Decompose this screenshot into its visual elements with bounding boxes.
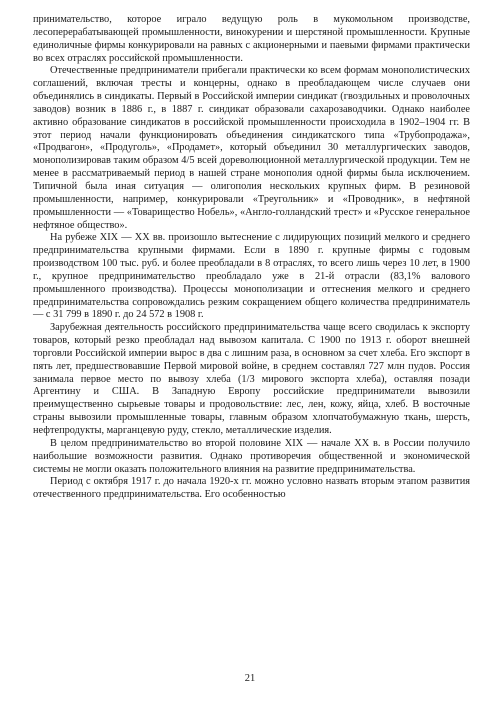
paragraph-2: Отечественные предприниматели прибегали практически ко всем формам монополистических соглашений, включая тресты и концерны, однако в преобладающем числе случаев они объединялись в синдикаты. Первый в Российской империи синдикат (гвоздильных и проволочных заводов) возник в 1886 г., в 1887 г. синдикат образовали сахарозаводчики. Однако наиболее активно образование синдикатов в российской промышленности происходила в 1902–1904 гг. В этот период начали функционировать объединения синдикатского типа «Трубопродажа», «Продвагон», «Продуголь», «Продамет», который объединил 30 металлургических заводов, монополизировав таким образом 4/5 всей дореволюционной металлургической продукции. Тем не менее в рассматриваемый период в нашей стране монополия одной фирмы была исключением. Типичной была иная ситуация — олигополия нескольких крупных фирм. В резиновой промышленности, например, конкурировали «Треугольник» и «Проводник», в нефтяной промышленности — «Товарищество Нобель», «Англо-голландский трест» и «Русское генеральное нефтяное общество». bbox=[33, 65, 470, 231]
paragraph-1: принимательство, которое играло ведущую роль в мукомольном производстве, лесоперерабатывающей промышленности, винокурении и шерстяной промышленности. Крупные единоличные фирмы конкурировали на равных с акционерными и паевыми фирмами практически во всех отраслях российской промышленности. bbox=[33, 14, 470, 64]
paragraph-3: На рубеже XIX — XX вв. произошло вытеснение с лидирующих позиций мелкого и среднего предпринимательства крупными фирмами. Если в 1890 г. крупные фирмы с годовым производством 100 тыс. руб. и более преобладали в 8 отраслях, то всего лишь через 10 лет, в 1900 г., крупное предпринимательство преобладало уже в 21-й отрасли (83,1% валового промышленного производства). Процессы монополизации и оттеснения мелкого и среднего предпринимательства сопровождались резким сокращением общего количества предприниматель — с 31 799 в 1890 г. до 24 572 в 1908 г. bbox=[33, 232, 470, 321]
page-number: 21 bbox=[244, 673, 256, 684]
paragraph-5: В целом предпринимательство во второй половине XIX — начале XX в. в России получило наибольшие возможности развития. Однако противоречия общественной и экономической системы не могли оказать положительного влияния на развитие предпринимательства. bbox=[33, 437, 470, 475]
paragraph-6: Период с октября 1917 г. до начала 1920-х гг. можно условно назвать вторым этапом развития отечественного предпринимательства. Его особенностью bbox=[33, 476, 470, 501]
body-text bbox=[33, 14, 470, 502]
paragraph-4: Зарубежная деятельность российского предпринимательства чаще всего сводилась к экспорту товаров, который резко преобладал над вывозом капитала. С 1900 по 1913 г. оборот внешней торговли Российской империи вырос в два с лишним раза, в основном за счет хлеба. Его экспорт в пять лет, предшествовавшие Первой мировой войне, в среднем составлял 727 млн пудов. Россия занимала первое место по вывозу хлеба (1/3 мирового экспорта хлеба), оставляя позади Аргентину и США. В Западную Европу российские предприниматели вывозили преимущественно сырьевые товары и продовольствие: лес, лен, кожу, яйца, хлеб. В восточные страны вывозили промышленные товары, главным образом хлопчатобумажную ткань, шерсть, нефтепродукты, марганцевую руду, стекло, металлические изделия. bbox=[33, 322, 470, 436]
